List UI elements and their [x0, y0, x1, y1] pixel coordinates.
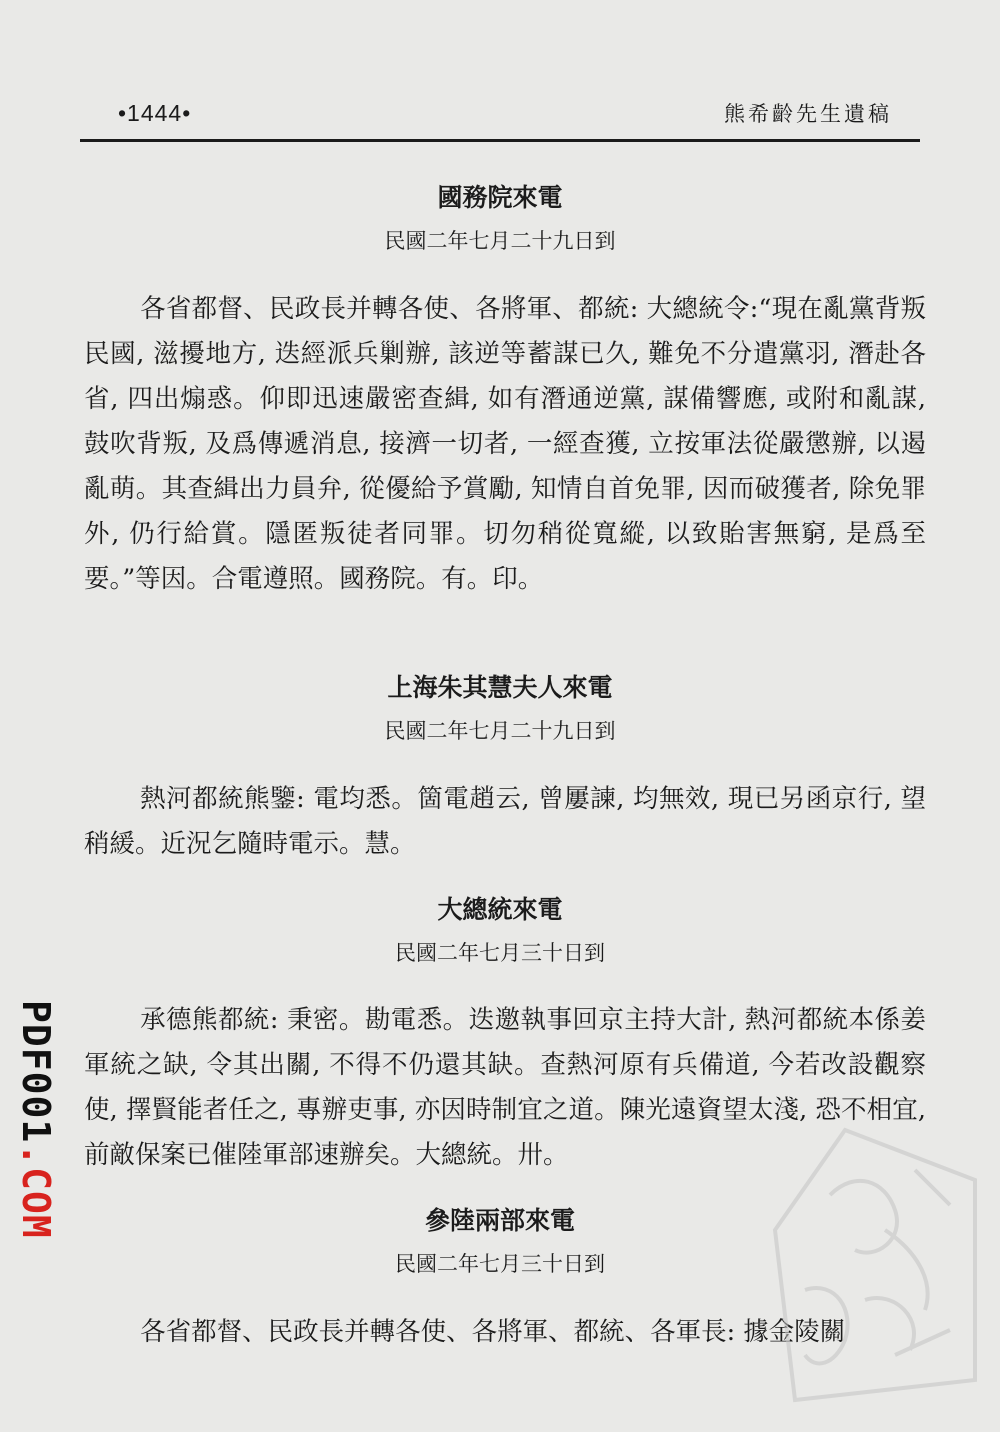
section-date: 民國二年七月三十日到 [395, 1252, 605, 1276]
header-rule [80, 139, 920, 142]
section-title: 上海朱其慧夫人來電 [387, 673, 613, 702]
section-title: 參陸兩部來電 [424, 1206, 575, 1235]
section-date: 民國二年七月二十九日到 [384, 719, 616, 743]
section-date: 民國二年七月三十日到 [395, 941, 605, 965]
section-body: 熱河都統熊鑒: 電均悉。箇電趙云, 曾屢諫, 均無效, 現已另函京行, 望稍緩。近況乞隨時電示。慧。 [84, 784, 926, 859]
section-date: 民國二年七月二十九日到 [384, 229, 616, 253]
watermark-main: PDF001 [14, 1000, 58, 1144]
watermark-ext: COM [14, 1167, 58, 1239]
section-zhu-qihui [0, 670, 1000, 746]
section-title: 國務院來電 [437, 183, 563, 212]
section-guowuyuan [0, 180, 1000, 256]
section-body: 承德熊都統: 秉密。勘電悉。迭邀執事回京主持大計, 熱河都統本係姜軍統之缺, 令其出關, 不得不仍還其缺。查熱河原有兵備道, 今若改設觀察使, 擇賢能者任之, 專辦吏事, 亦因時制宜之道。陳光遠資望太淺, 恐不相宜, 前敵保案已催陸軍部速辦矣。大總統。卅。 [84, 1005, 926, 1170]
library-stamp [735, 1110, 985, 1410]
section-title: 大總統來電 [437, 895, 563, 924]
running-title: 熊希齡先生遺稿 [724, 102, 892, 126]
watermark-dot: . [14, 1143, 58, 1168]
page-number: •1444• [118, 100, 192, 126]
section-body: 各省都督、民政長并轉各使、各將軍、都統: 大總統令:“現在亂黨背叛民國, 滋擾地方, 迭經派兵剿辦, 該逆等蓄謀已久, 難免不分遣黨羽, 潛赴各省, 四出煽惑。仰即迅速嚴密查緝, 如有潛通逆黨, 謀備響應, 或附和亂謀, 鼓吹背叛, 及爲傳遞消息, 接濟一切者, 一經查獲, 立按軍法從嚴懲辦, 以遏亂萌。其查緝出力員弁, 從優給予賞勵, 知情自首免罪, 因而破獲者, 除免罪外, 仍行給賞。隱匿叛徒者同罪。切勿稍從寬縱, 以致貽害無窮, 是爲至要。”等因。合電遵照。國務院。有。印。 [84, 294, 926, 594]
section-body: 各省都督、民政長并轉各使、各將軍、都統、各軍長: 據金陵關 [140, 1317, 846, 1347]
side-watermark [12, 1000, 58, 1250]
section-president [0, 892, 1000, 968]
